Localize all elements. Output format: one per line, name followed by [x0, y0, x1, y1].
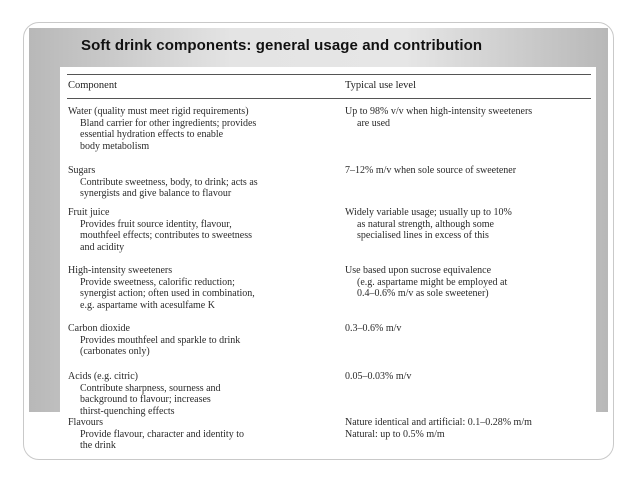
component-cell — [68, 371, 336, 417]
usage-cell — [345, 265, 595, 300]
component-description: Bland carrier for other ingredients; provides — [80, 117, 257, 129]
usage-cell — [345, 371, 595, 383]
header-usage: Typical use level — [345, 80, 416, 91]
header-component: Component — [68, 80, 117, 91]
component-description: Provide flavour, character and identity to — [80, 428, 244, 440]
component-description: mouthfeel effects; contributes to sweetness — [80, 230, 252, 241]
component-name: Carbon dioxide — [68, 323, 130, 334]
table-image — [60, 67, 596, 458]
component-description: essential hydration effects to enable — [80, 129, 224, 140]
component-cell — [68, 265, 336, 311]
component-description: Provides fruit source identity, flavour, — [80, 218, 232, 230]
component-name: Flavours — [68, 417, 103, 428]
component-description: Contribute sweetness, body, to drink; acts as — [80, 176, 258, 188]
usage-cell — [345, 207, 595, 242]
component-cell — [68, 323, 336, 358]
table-top-rule — [67, 74, 591, 75]
slide-title: Soft drink components: general usage and contribution — [81, 37, 483, 54]
usage-text: specialised lines in excess of this — [357, 230, 489, 241]
component-name: Water (quality must meet rigid requirements) — [68, 106, 249, 117]
component-description: Provide sweetness, calorific reduction; — [80, 276, 235, 288]
usage-cell — [345, 106, 595, 129]
component-description: e.g. aspartame with acesulfame K — [80, 299, 215, 311]
component-description: (carbonates only) — [80, 346, 150, 357]
usage-text: 0.3–0.6% m/v — [345, 323, 402, 334]
usage-text: Nature identical and artificial: 0.1–0.28% m/m — [345, 417, 532, 428]
usage-text: as natural strength, although some — [357, 218, 494, 230]
component-name: Fruit juice — [68, 207, 110, 218]
component-description: the drink — [80, 440, 116, 451]
usage-text: Use based upon sucrose equivalence — [345, 265, 492, 276]
usage-text: Widely variable usage; usually up to 10% — [345, 207, 512, 218]
component-cell — [68, 106, 336, 152]
usage-text: Up to 98% v/v when high-intensity sweeteners — [345, 106, 533, 117]
component-description: background to flavour; increases — [80, 394, 211, 405]
component-description: and acidity — [80, 241, 125, 253]
usage-text: are used — [357, 117, 391, 129]
component-description: thirst-quenching effects — [80, 405, 175, 417]
component-description: synergists and give balance to flavour — [80, 188, 232, 199]
usage-cell — [345, 323, 595, 335]
component-cell — [68, 207, 336, 253]
usage-cell — [345, 417, 595, 440]
usage-text: Natural: up to 0.5% m/m — [345, 428, 445, 440]
usage-text: 0.05–0.03% m/v — [345, 371, 412, 382]
component-cell — [68, 417, 336, 452]
component-name: Acids (e.g. citric) — [68, 371, 138, 382]
usage-text: 0.4–0.6% m/v as sole sweetener) — [357, 288, 489, 299]
table-header-rule — [67, 98, 591, 99]
usage-text: 7–12% m/v when sole source of sweetener — [345, 165, 517, 176]
component-description: Contribute sharpness, sourness and — [80, 382, 221, 394]
component-cell — [68, 165, 336, 200]
usage-text: (e.g. aspartame might be employed at — [357, 276, 508, 288]
component-name: High-intensity sweeteners — [68, 265, 173, 276]
component-name: Sugars — [68, 165, 96, 176]
component-description: body metabolism — [80, 140, 150, 152]
usage-cell — [345, 165, 595, 177]
component-description: Provides mouthfeel and sparkle to drink — [80, 334, 241, 346]
component-description: synergist action; often used in combination, — [80, 288, 255, 299]
